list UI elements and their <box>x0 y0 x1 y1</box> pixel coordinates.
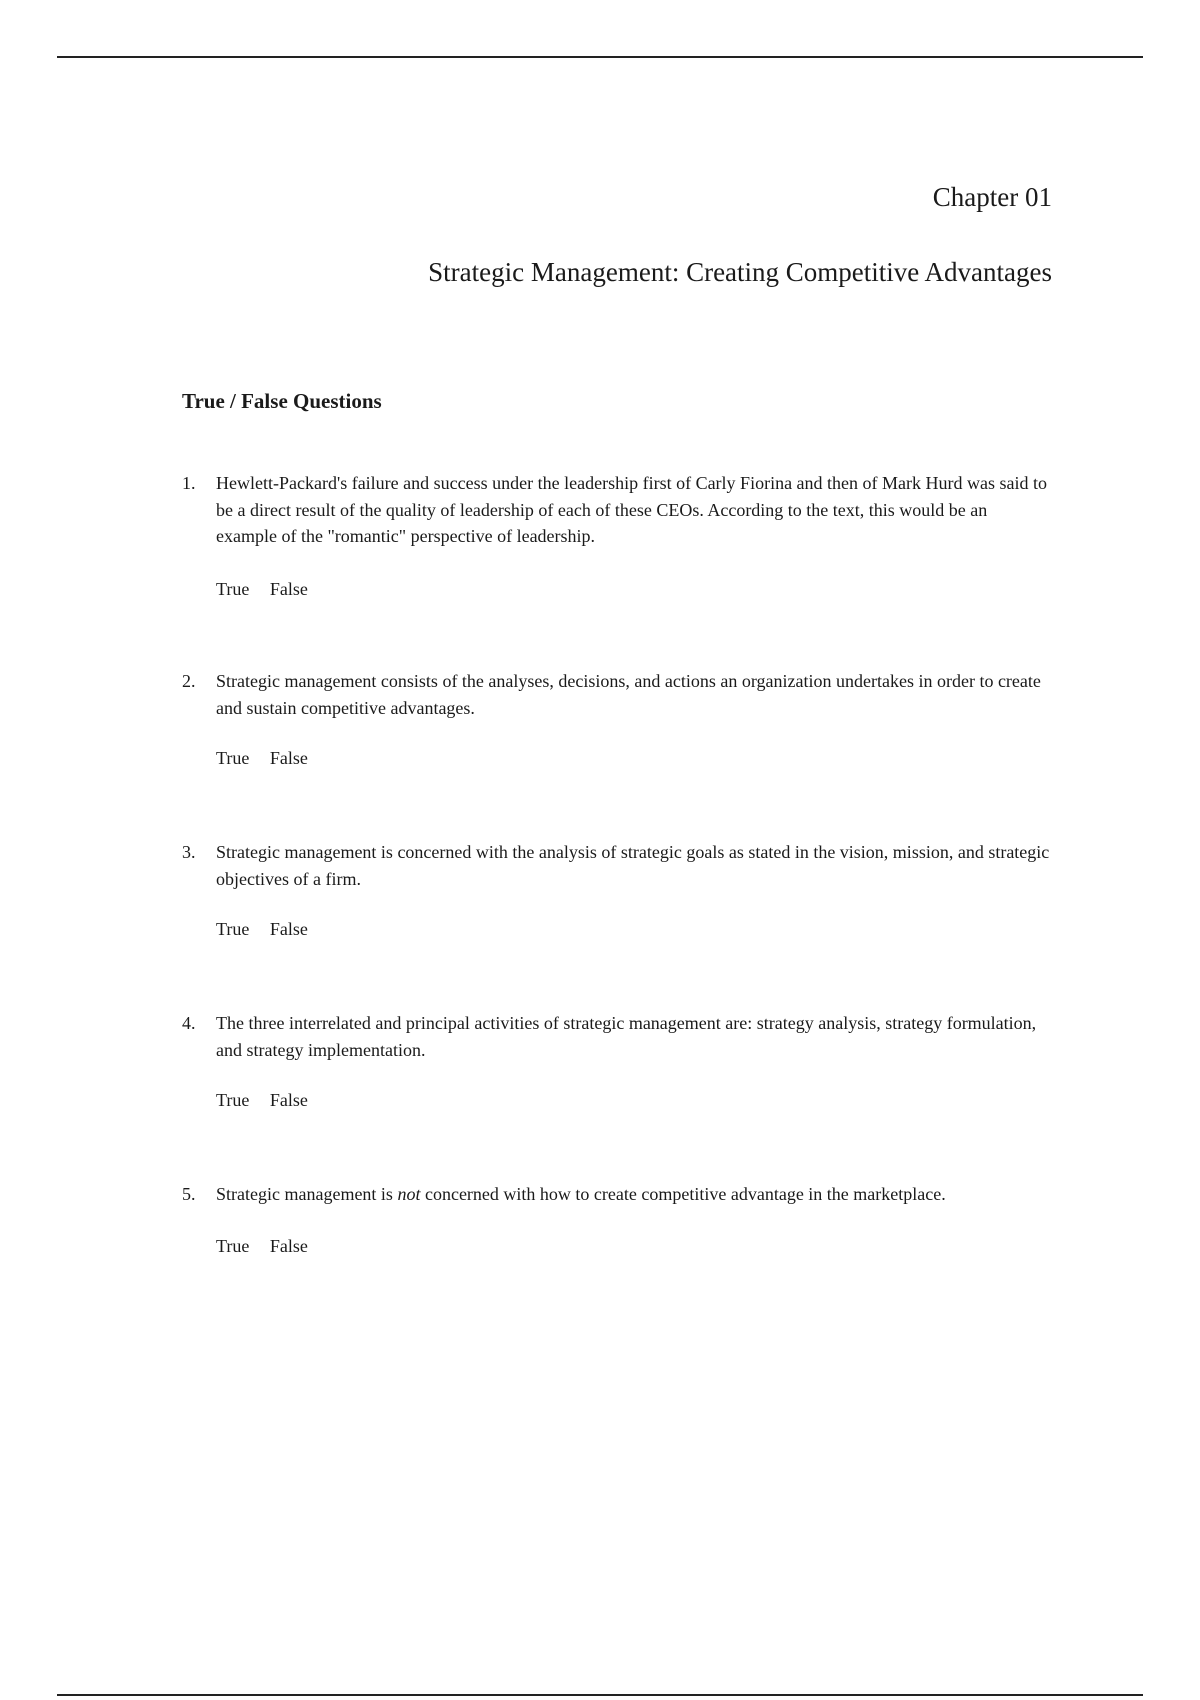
option-true[interactable]: True <box>216 1090 250 1110</box>
option-true[interactable]: True <box>216 919 250 939</box>
option-true[interactable]: True <box>216 748 250 768</box>
option-false[interactable]: False <box>269 578 308 599</box>
question-number: 2. <box>182 671 196 691</box>
bottom-divider <box>57 1694 1143 1696</box>
chapter-title: Strategic Management: Creating Competitive Advantages <box>428 257 1052 287</box>
question-number: 4. <box>182 1013 196 1033</box>
question-number: 1. <box>182 473 196 493</box>
question-text-after: concerned with how to create competitive advantage in the marketplace. <box>424 1184 946 1204</box>
option-true[interactable]: True <box>216 1235 250 1256</box>
section-heading: True / False Questions <box>182 389 382 413</box>
option-true[interactable]: True <box>216 578 250 599</box>
question-text: The three interrelated and principal activities of strategic management are: strategy analysis, strategy formulation, and strategy implementation. <box>216 1013 1037 1060</box>
question-item <box>182 668 1052 771</box>
question-text: Strategic management consists of the analyses, decisions, and actions an organization undertakes in order to create and sustain competitive advantages. <box>216 671 1041 718</box>
option-false[interactable]: False <box>269 1235 308 1256</box>
question-item <box>182 1181 1052 1259</box>
answer-options <box>216 916 1052 942</box>
question-number: 3. <box>182 842 196 862</box>
question-text <box>216 1181 1052 1208</box>
question-text-before: Strategic management is <box>216 1184 393 1204</box>
answer-options <box>216 745 1052 771</box>
question-item <box>182 470 1052 602</box>
option-false[interactable]: False <box>269 919 308 939</box>
question-item <box>182 1010 1052 1113</box>
option-false[interactable]: False <box>269 748 308 768</box>
answer-options <box>216 1233 1052 1259</box>
answer-options <box>216 576 1052 602</box>
question-number: 5. <box>182 1184 196 1204</box>
question-text: Strategic management is concerned with the analysis of strategic goals as stated in the vision, mission, and strategic objectives of a firm. <box>216 842 1050 889</box>
question-item <box>182 839 1052 942</box>
answer-options <box>216 1087 1052 1113</box>
question-text: Hewlett-Packard's failure and success under the leadership first of Carly Fiorina and then of Mark Hurd was said to be a direct result of the quality of leadership of each of these CEOs. According to the text, this would be an example of the "romantic" perspective of leadership. <box>216 473 1047 546</box>
top-divider <box>57 56 1143 58</box>
chapter-label: Chapter 01 <box>932 182 1052 212</box>
option-false[interactable]: False <box>269 1090 308 1110</box>
question-text-emphasis: not <box>397 1184 421 1204</box>
